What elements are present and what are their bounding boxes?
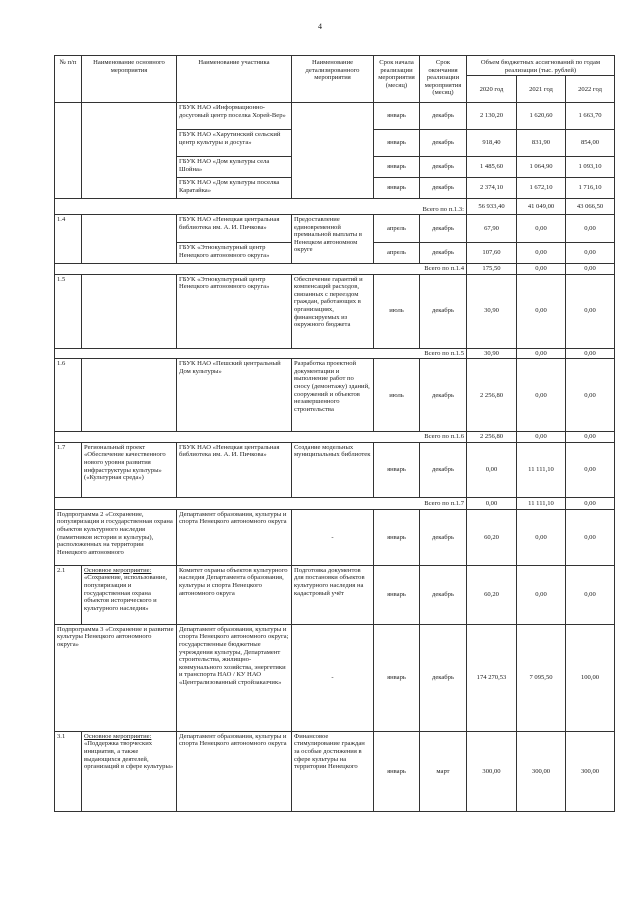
end-cell: декабрь (420, 103, 467, 130)
total-2020: 2 256,80 (467, 432, 517, 443)
value-2021: 831,90 (517, 130, 566, 157)
value-2020: 30,90 (467, 274, 517, 348)
participant-cell: ГБУК НАО «Пешский центральный Дом культуры» (177, 359, 292, 432)
detail-cell: - (292, 509, 374, 565)
row-number: 1.4 (55, 215, 82, 264)
total-2020: 175,50 (467, 264, 517, 275)
start-cell: январь (374, 442, 420, 497)
subprogram-title: Подпрограмма 3 «Сохранение и развитие культуры Ненецкого автономного округа» (55, 624, 177, 731)
value-2021: 300,00 (517, 731, 566, 811)
value-2021: 1 064,90 (517, 157, 566, 178)
header-end: Срок окончания реализации мероприятия (месяц) (420, 56, 467, 103)
total-2020: 30,90 (467, 348, 517, 359)
participant-cell: Комитет охраны объектов культурного наследия Департамента образования, культуры и спорта Ненецкого автономного округа (177, 565, 292, 624)
value-2021: 7 095,50 (517, 624, 566, 731)
total-2021: 0,00 (517, 264, 566, 275)
header-2021: 2021 год (517, 76, 566, 103)
main-event-cell: Региональный проект «Обеспечение качественного нового уровня развития инфраструктуры культуры» («Культурная среда») (82, 442, 177, 497)
value-2020: 67,90 (467, 215, 517, 243)
start-cell: январь (374, 624, 420, 731)
value-2022: 0,00 (566, 509, 615, 565)
participant-cell: ГБУК НАО «Дом культуры поселка Каратайка» (177, 178, 292, 199)
value-2020: 2 374,10 (467, 178, 517, 199)
value-2020: 60,20 (467, 565, 517, 624)
detail-cell: Разработка проектной документации и выполнение работ по сносу (демонтажу) зданий, сооружений и объектов незавершенного строительства (292, 359, 374, 432)
start-cell: январь (374, 731, 420, 811)
participant-cell: ГБУК НАО «Харутинский сельский центр культуры и досуга» (177, 130, 292, 157)
participant-cell: Департамент образования, культуры и спорта Ненецкого автономного округа (177, 731, 292, 811)
total-row (55, 199, 615, 215)
total-2020: 56 933,40 (467, 199, 517, 215)
start-cell: январь (374, 509, 420, 565)
total-2021: 41 049,00 (517, 199, 566, 215)
header-detail-event: Наименование детализированного мероприятия (292, 56, 374, 103)
main-event-cell (82, 731, 177, 811)
main-event-text: «Поддержка творческих инициатив, а также выдающихся деятелей, организаций в сфере культуры» (84, 740, 174, 771)
detail-cell: Обеспечение гарантий и компенсаций расходов, связанных с переездом граждан, работающих в организациях, финансируемых из окружного бюджета (292, 274, 374, 348)
value-2020: 2 256,80 (467, 359, 517, 432)
value-2022: 0,00 (566, 359, 615, 432)
start-cell: январь (374, 103, 420, 130)
end-cell: декабрь (420, 157, 467, 178)
total-2021: 11 111,10 (517, 497, 566, 509)
value-2021: 0,00 (517, 509, 566, 565)
end-cell: декабрь (420, 442, 467, 497)
table-row (55, 215, 615, 243)
header-main-event: Наименование основного мероприятия (82, 56, 177, 103)
end-cell: декабрь (420, 274, 467, 348)
start-cell: январь (374, 565, 420, 624)
participant-cell: ГБУК «Этнокультурный центр Ненецкого автономного округа» (177, 243, 292, 264)
header-participant: Наименование участника (177, 56, 292, 103)
total-row (55, 264, 615, 275)
start-cell: июль (374, 359, 420, 432)
row-number: 1.7 (55, 442, 82, 497)
total-2021: 0,00 (517, 348, 566, 359)
participant-cell: ГБУК НАО «Ненецкая центральная библиотека им. А. И. Пичкова» (177, 442, 292, 497)
value-2020: 107,60 (467, 243, 517, 264)
total-2021: 0,00 (517, 432, 566, 443)
value-2020: 0,00 (467, 442, 517, 497)
value-2020: 174 270,53 (467, 624, 517, 731)
detail-cell: Финансовое стимулирование граждан за особые достижения в сфере культуры на территории Ненецкого (292, 731, 374, 811)
subprogram-title: Подпрограмма 2 «Сохранение, популяризация и государственная охрана объектов культурного наследия (памятников истории и культуры), расположенных на территории Ненецкого автономного (55, 509, 177, 565)
participant-cell: ГБУК НАО «Дом культуры села Шойна» (177, 157, 292, 178)
end-cell: декабрь (420, 243, 467, 264)
table-row (55, 103, 615, 130)
table-row (55, 624, 615, 731)
budget-table (54, 55, 615, 812)
main-event-label: Основное мероприятие: (84, 566, 152, 574)
end-cell: декабрь (420, 509, 467, 565)
value-2021: 0,00 (517, 565, 566, 624)
end-cell: декабрь (420, 624, 467, 731)
value-2021: 11 111,10 (517, 442, 566, 497)
table-row (55, 274, 615, 348)
value-2022: 854,00 (566, 130, 615, 157)
value-2022: 0,00 (566, 243, 615, 264)
start-cell: январь (374, 178, 420, 199)
value-2021: 1 620,60 (517, 103, 566, 130)
end-cell: декабрь (420, 130, 467, 157)
total-2022: 0,00 (566, 432, 615, 443)
total-row (55, 432, 615, 443)
header-2020: 2020 год (467, 76, 517, 103)
start-cell: июль (374, 274, 420, 348)
value-2021: 0,00 (517, 274, 566, 348)
total-label: Всего по п.1.3: (55, 199, 467, 215)
start-cell: январь (374, 157, 420, 178)
main-event-text: «Сохранение, использование, популяризация и государственная охрана объектов исторического и культурного наследия» (84, 574, 168, 612)
participant-cell: Департамент образования, культуры и спорта Ненецкого автономного округа; государственные бюджетные учреждения культуры, Департамент строительства, жилищно-коммунального хозяйства, энергетики и транспорта НАО / КУ НАО «Централизованный стройзаказчик» (177, 624, 292, 731)
detail-cell: Создание модельных муниципальных библиотек (292, 442, 374, 497)
header-2022: 2022 год (566, 76, 615, 103)
value-2022: 0,00 (566, 215, 615, 243)
total-2020: 0,00 (467, 497, 517, 509)
detail-cell: - (292, 624, 374, 731)
value-2022: 1 093,10 (566, 157, 615, 178)
participant-cell: ГБУК «Этнокультурный центр Ненецкого автономного округа» (177, 274, 292, 348)
value-2021: 0,00 (517, 359, 566, 432)
row-number: 1.5 (55, 274, 82, 348)
page-number: 4 (318, 22, 322, 31)
detail-cell: Предоставление единовременной премиальной выплаты в Ненецком автономном округе (292, 215, 374, 264)
total-2022: 0,00 (566, 497, 615, 509)
total-2022: 0,00 (566, 264, 615, 275)
end-cell: декабрь (420, 178, 467, 199)
value-2021: 0,00 (517, 215, 566, 243)
row-number: 1.6 (55, 359, 82, 432)
value-2020: 300,00 (467, 731, 517, 811)
total-label: Всего по п.1.5 (55, 348, 467, 359)
value-2022: 0,00 (566, 565, 615, 624)
value-2022: 300,00 (566, 731, 615, 811)
end-cell: март (420, 731, 467, 811)
value-2022: 0,00 (566, 442, 615, 497)
row-number: 3.1 (55, 731, 82, 811)
end-cell: декабрь (420, 565, 467, 624)
participant-cell: ГБУК НАО «Информационно-досуговый центр поселка Хорей-Вер» (177, 103, 292, 130)
detail-cell: Подготовка документов для постановки объектов культурного наследия на кадастровый учёт (292, 565, 374, 624)
total-row (55, 348, 615, 359)
start-cell: январь (374, 130, 420, 157)
start-cell: апрель (374, 243, 420, 264)
start-cell: апрель (374, 215, 420, 243)
participant-cell: Департамент образования, культуры и спорта Ненецкого автономного округа (177, 509, 292, 565)
value-2022: 100,00 (566, 624, 615, 731)
header-budget: Объем бюджетных ассигнований по годам реализации (тыс. рублей) (467, 56, 615, 76)
value-2020: 1 485,60 (467, 157, 517, 178)
total-label: Всего по п.1.4 (55, 264, 467, 275)
total-label: Всего по п.1.7 (55, 497, 467, 509)
value-2020: 60,20 (467, 509, 517, 565)
table-row (55, 442, 615, 497)
table-row (55, 731, 615, 811)
total-label: Всего по п.1.6 (55, 432, 467, 443)
value-2022: 0,00 (566, 274, 615, 348)
table-row (55, 565, 615, 624)
value-2020: 2 130,20 (467, 103, 517, 130)
value-2022: 1 663,70 (566, 103, 615, 130)
total-2022: 0,00 (566, 348, 615, 359)
header-num: № п/п (55, 56, 82, 103)
value-2021: 1 672,10 (517, 178, 566, 199)
table-row (55, 359, 615, 432)
value-2022: 1 716,10 (566, 178, 615, 199)
row-number: 2.1 (55, 565, 82, 624)
value-2021: 0,00 (517, 243, 566, 264)
main-event-label: Основное мероприятие: (84, 732, 152, 740)
header-start: Срок начала реализации мероприятия (месяц) (374, 56, 420, 103)
participant-cell: ГБУК НАО «Ненецкая центральная библиотека им. А. И. Пичкова» (177, 215, 292, 243)
table-row (55, 509, 615, 565)
end-cell: декабрь (420, 215, 467, 243)
total-2022: 43 066,50 (566, 199, 615, 215)
main-event-cell (82, 565, 177, 624)
end-cell: декабрь (420, 359, 467, 432)
total-row (55, 497, 615, 509)
value-2020: 918,40 (467, 130, 517, 157)
